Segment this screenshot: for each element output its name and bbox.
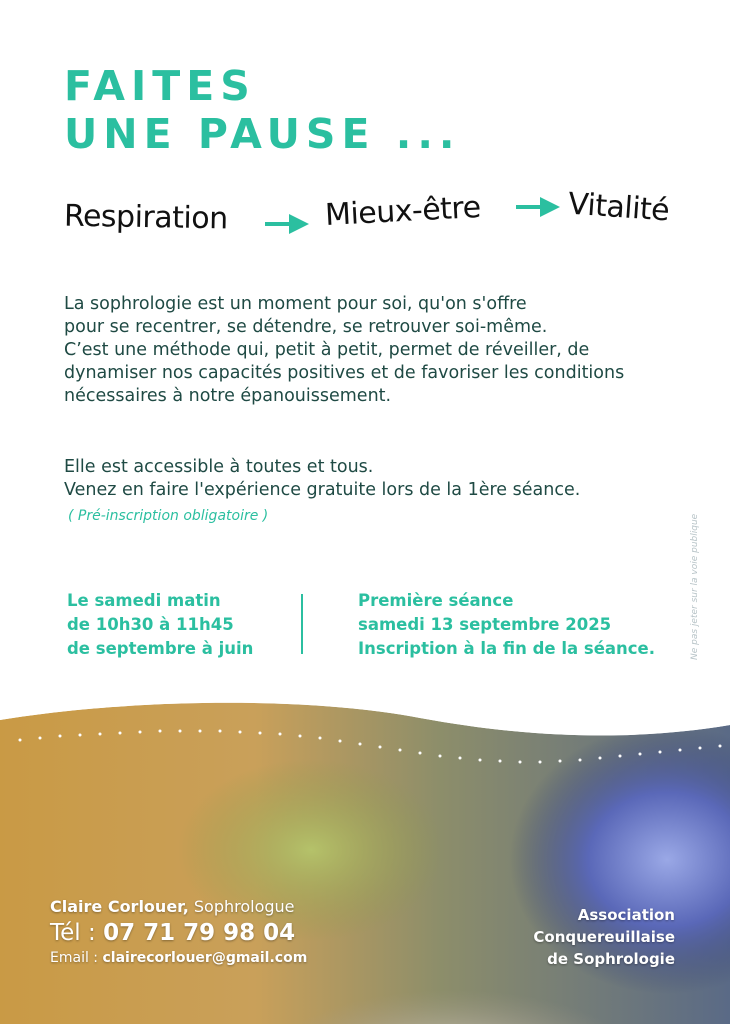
vertical-legal-note: Ne pas jeter sur la voie publique [690, 513, 700, 660]
flow-step-respiration: Respiration [63, 198, 228, 237]
schedule-first-session [358, 589, 655, 661]
description-line: nécessaires à notre épanouissement. [64, 386, 392, 406]
access-line: Elle est accessible à toutes et tous. [64, 457, 374, 477]
schedule-line: Le samedi matin [67, 591, 221, 610]
arrow-right-icon [516, 196, 560, 218]
schedule-regular [67, 589, 253, 661]
association-line: Conquereuillaise [533, 928, 675, 946]
schedule-line: Première séance [358, 591, 514, 610]
description-line: dynamiser nos capacités positives et de favoriser les conditions [64, 363, 625, 383]
schedule-line: de septembre à juin [67, 639, 254, 658]
contact-name-line [50, 897, 295, 916]
nature-photo [0, 700, 730, 1024]
contact-role: Sophrologue [193, 897, 295, 916]
contact-name: Claire Corlouer, [50, 897, 189, 916]
schedule-line: Inscription à la fin de la séance. [358, 639, 656, 658]
schedule-divider [301, 594, 303, 654]
schedule-line: de 10h30 à 11h45 [67, 615, 234, 634]
phone-number[interactable]: 07 71 79 98 04 [103, 920, 296, 946]
preinscription-note: ( Pré-inscription obligatoire ) [68, 508, 269, 524]
access-line: Venez en faire l'expérience gratuite lors de la 1ère séance. [64, 480, 581, 500]
contact-phone-line [50, 920, 295, 946]
contact-email-line [50, 950, 307, 966]
flow-step-mieux-etre: Mieux-être [324, 189, 482, 234]
schedule-line: samedi 13 septembre 2025 [358, 615, 612, 634]
description-line: La sophrologie est un moment pour soi, qu'on s'offre [64, 294, 527, 314]
association-line: de Sophrologie [547, 950, 675, 968]
email-label: Email : [50, 950, 99, 966]
email-address[interactable]: clairecorlouer@gmail.com [102, 950, 308, 966]
association-line: Association [577, 906, 675, 924]
association-name [533, 904, 675, 970]
title-line-2: UNE PAUSE ... [64, 110, 461, 158]
flow-step-vitalite: Vitalité [566, 186, 671, 229]
page-title [64, 62, 460, 158]
phone-label: Tél : [50, 920, 96, 946]
arrow-right-icon [265, 213, 309, 235]
description-paragraph [64, 293, 624, 408]
access-paragraph [64, 456, 580, 502]
title-line-1: FAITES [64, 62, 256, 110]
description-line: pour se recentrer, se détendre, se retrouver soi-même. [64, 317, 548, 337]
description-line: C’est une méthode qui, petit à petit, permet de réveiller, de [64, 340, 590, 360]
